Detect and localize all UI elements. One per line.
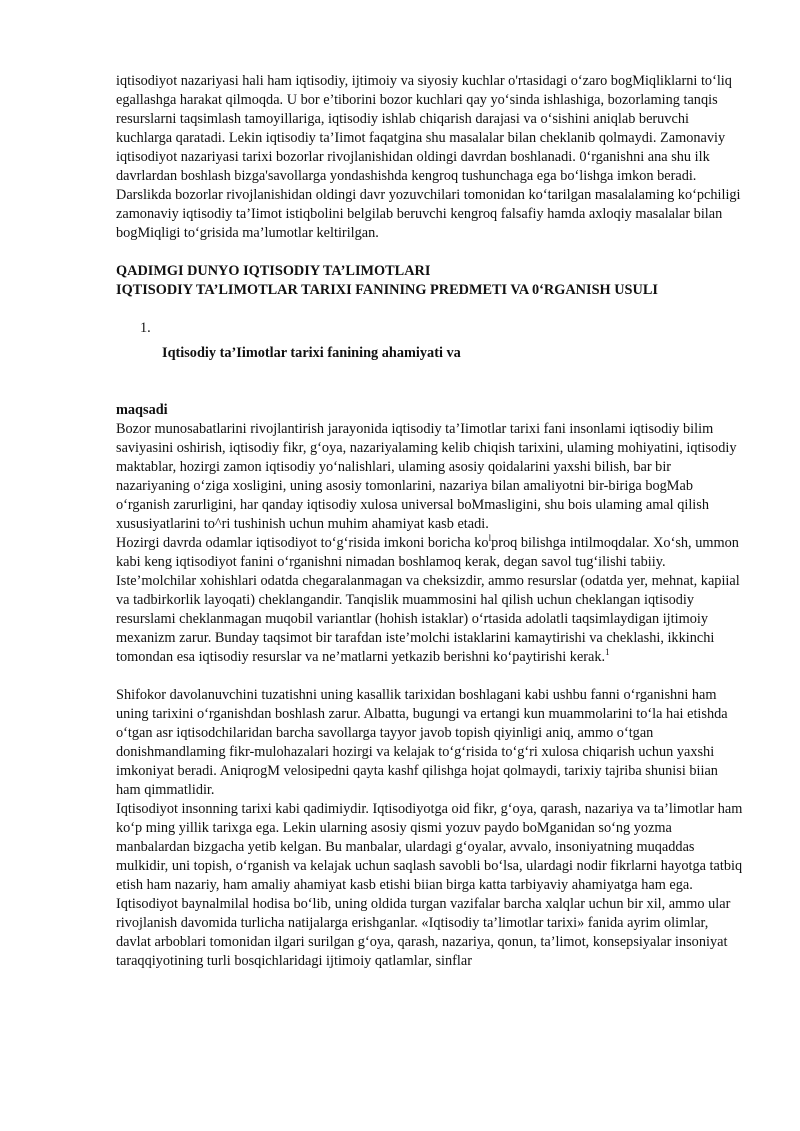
footnote-marker: 1 — [605, 647, 610, 658]
spacer — [116, 667, 744, 686]
paragraph-3 — [116, 572, 744, 667]
section-title: Iqtisodiy ta’Iimotlar tarixi fanining ahamiyati va — [162, 345, 461, 361]
paragraph-6: Iqtisodiyot baynalmilal hodisa bo‘lib, uning oldida turgan vazifalar barcha xalqlar uchun bir xil, ammo ular rivojlanish davomida turlicha natijalarga erishganlar. «Iqtisodiy ta’limotlar tarixi» fanida ayrim olimlar, davlat arboblari tomonidan ilgari surilgan g‘oya, qarash, nazariya, qonun, ta’limot, konsepsiyalar insoniyat taraqqiyotining turli bosqichlaridagi ijtimoiy qatlamlar, sinflar — [116, 896, 731, 969]
section-number: 1. — [140, 320, 151, 336]
paragraph-5: Iqtisodiyot insonning tarixi kabi qadimiydir. Iqtisodiyotga oid fikr, g‘oya, qarash, nazariya va ta’limotlar ham ko‘p ming yillik tarixga ega. Lekin ularning asosiy qismi yozuv paydo boMganidan so‘ng yozma manbalardan bizgacha yetib kelgan. Bu manbalar, ulardagi g‘oyalar, avvalo, insoniyatning muqaddas mulkidir, uni topish, o‘rganish va kelajak uchun saqlash savobli bo‘lsa, ulardagi nodir fikrlarni hayotga tatbiq etish ham nazariy, ham amaliy ahamiyat kasb etishi biian birga katta tarbiyaviy ahamiyatga ham ega. — [116, 801, 743, 893]
paragraph-2-superscript: l — [488, 533, 492, 544]
paragraph-4: Shifokor davolanuvchini tuzatishni uning kasallik tarixidan boshlagani kabi ushbu fanni o‘rganishni ham uning tarixini o‘rganishdan boshlash zarur. Albatta, bugungi va ertangi kun muammolarini to‘la hai etishda o‘tgan asr iqtisodchilaridan barcha savollarga tayyor javob topish qiyinligi aniq, ammo o‘tgan donishmandlaming fikr-mulohazalari hozirgi va kelajak to‘g‘risida to‘g‘ri xulosa chiqarish uchun yaxshi imkoniyat beradi. AniqrogM velosipedni qayta kashf qilishga hojat qolmaydi, tarixiy tajriba shunisi biian ham qimmatlidir. — [116, 687, 728, 798]
section-heading: IQTISODIY TA’LIMOTLAR TARIXI FANINING PREDMETI VA 0‘RGANISH USULI — [116, 282, 658, 298]
paragraph-2 — [116, 534, 744, 572]
paragraph-2-text-a: Hozirgi davrda odamlar iqtisodiyot to‘g‘risida imkoni boricha ko — [116, 535, 489, 551]
paragraph-2-text-b: proq bilishga intilmoqdalar. Xo‘sh, ummon kabi keng iqtisodiyot fanini o‘rganishni nimadan boshlamoq kerak, degan savol tug‘ilishi tabiiy. — [116, 535, 739, 570]
chapter-heading: QADIMGI DUNYO IQTISODIY TA’LIMOTLARI — [116, 263, 431, 279]
spacer — [116, 243, 744, 262]
paragraph-3-text: Iste’molchilar xohishlari odatda chegaralanmagan va cheksizdir, ammo resurslar (odatda yer, mehnat, kapiial va tadbirkorlik layoqati) cheklangandir. Tanqislik muammosini hal qilish uchun cheklangan iqtisodiy resurslami cheklanmagan muqobil variantlar (hohish istaklar) o‘rtasida adolatli taqsimlaydigan ijtimoiy mexanizm zarur. Bunday taqsimot bir tarafdan iste’molchi istaklarini kamaytirishi va cheklashi, ikkinchi tomondan esa iqtisodiy resurslar va ne’matlarni yetkazib berishni ko‘paytirishi kerak. — [116, 573, 740, 665]
section-title-end: maqsadi — [116, 402, 168, 418]
paragraph-1: Bozor munosabatlarini rivojlantirish jarayonida iqtisodiy ta’Iimotlar tarixi fani insonlami iqtisodiy bilim saviyasini oshirish, iqtisodiy fikr, g‘oya, nazariyalaming kelib chiqish tarixini, ulaming mohiyatini, iqtisodiy maktablar, hozirgi zamon iqtisodiy yo‘nalishlari, ulaming asosiy qoidalarini yaxshi bilish, bar bir nazariyaning o‘ziga xosligini, uning asosiy tomonlarini, nazariya bilan amaliyotni bir-biriga bogMab o‘rganish zarurligini, har qanday iqtisodiy xulosa universal boMmasligini, shu bois ulaming amal qilish xususiyatlarini to^ri tushinish uchun muhim ahamiyat kasb etadi. — [116, 421, 737, 532]
intro-paragraph: iqtisodiyot nazariyasi hali ham iqtisodiy, ijtimoiy va siyosiy kuchlar o'rtasidagi o‘zaro bogMiqliklarni to‘liq egallashga harakat qilmoqda. U bor e’tiborini bozor kuchlari qay yo‘sinda ishlashiga, bozorlaming tanqis resurslarni taqsimlash tamoyillariga, iqtisodiy ishlab chiqarish darajasi va o‘sishini aniqlab beruvchi kuchlarga qaratadi. Lekin iqtisodiy ta’Iimot faqatgina shu masalalar bilan cheklanib qolmaydi. Zamonaviy iqtisodiyot nazariyasi tarixi bozorlar rivojlanishidan oldingi davrdan boshlanadi. 0‘rganishni ana shu ilk davrlardan boshlash bizga'savollarga yondashishda kengroq tushunchaga ega bo‘lishga imkon beradi. Darslikda bozorlar rivojlanishidan oldingi davr yozuvchilari tomonidan ko‘tarilgan masalalaming ko‘pchiligi zamonaviy iqtisodiy ta’Iimot istiqbolini belgilab beruvchi kengroq falsafiy hamda axloqiy masalalar bilan bogMiqligi to‘grisida ma’lumotlar keltirilgan. — [116, 73, 741, 241]
